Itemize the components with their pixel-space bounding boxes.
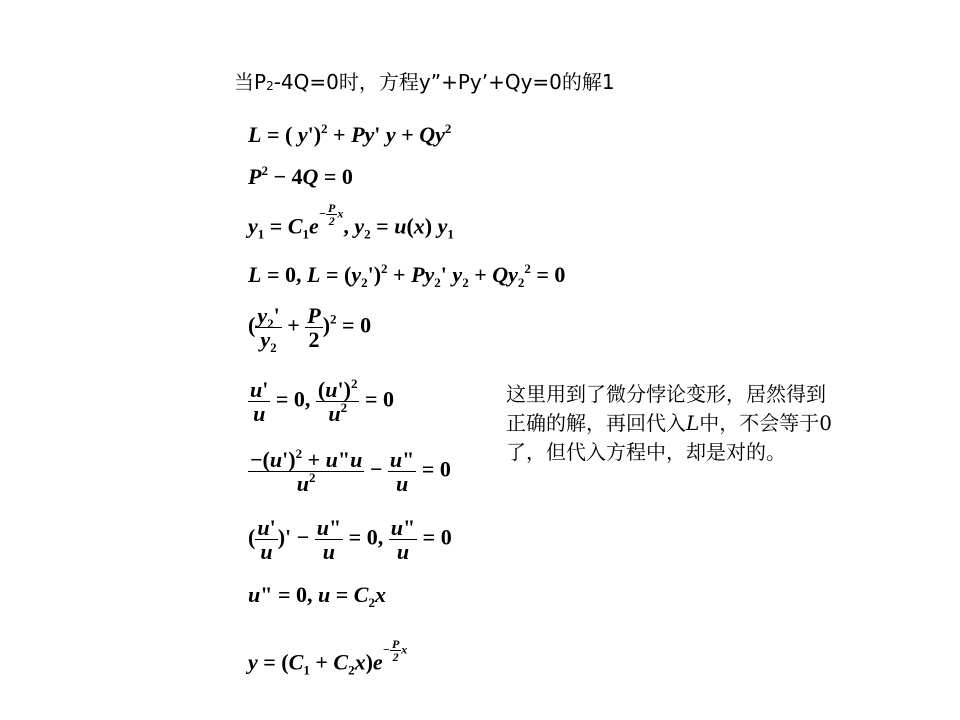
equation-5: ( $\frac{y_2'}{y_2}$ + $\frac{P}{2}$ )$^2$ = 0 [248, 303, 372, 356]
equation-1: L = ( y')$^2$ + Py' $y + Qy^2$ [248, 121, 452, 147]
side-note: 这里用到了微分悖论变形，居然得到正确的解，再回代入L中，不会等于0了，但代入方程中，却是对的。 [506, 382, 833, 464]
equation-8: ( $\frac{u'}{u}$ )' − $\frac{u"}{u}$ = 0, $\frac{u"}{u}$ = 0 [248, 515, 452, 565]
equation-10: $y = (C_1 + C_2x)e-$ $\frac{P}{2}$ x [248, 637, 408, 678]
equation-2: $P^2 - 4Q = 0$ [248, 163, 353, 189]
slide-title: 当$P_2-4Q=0$时，方程y”+Py’+Qy=0的解1 [234, 70, 615, 94]
equation-7: $\frac{-(u')^2 + u"u}{u^2}$ − $\frac{u"}{u}$ = 0 [250, 446, 451, 497]
equation-4: L = 0, $L = (y_2')^2 + Py_2'$ $y_2 + Qy_2^2 = 0$ [248, 261, 566, 290]
equation-6: $\frac{u'}{u}$ = 0, $\frac{(u')^2}{u^2}$ = 0 [250, 376, 394, 427]
equation-3: $y_1 = C_1e-$ $\frac{P}{2}$ x, $y_2 = u(x)$ $y_1$ [248, 201, 454, 242]
equation-9: u" = 0, $u = C_2x$ [248, 582, 386, 610]
